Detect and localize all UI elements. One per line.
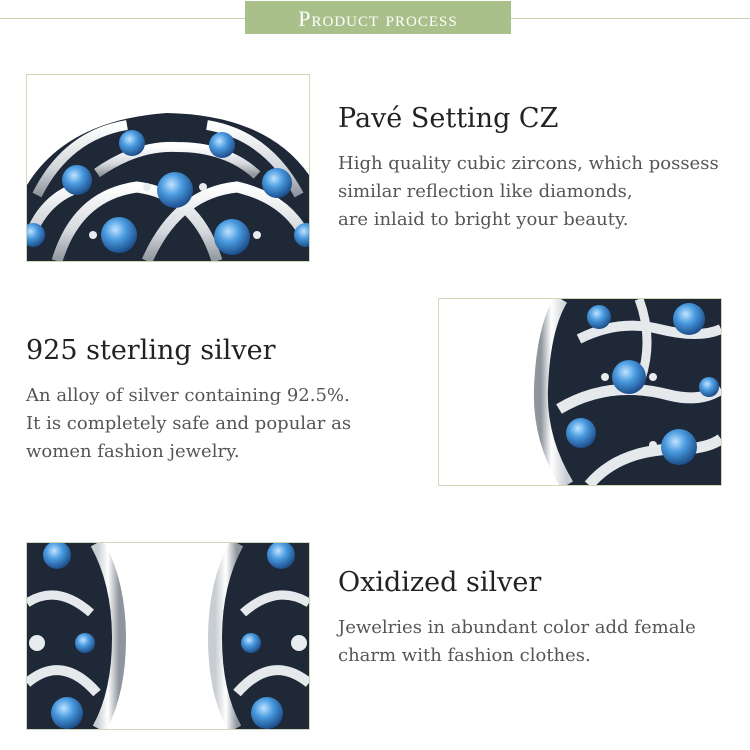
sterling-silver-section	[26, 335, 351, 466]
sterling-silver-photo	[438, 298, 722, 486]
section-line: An alloy of silver containing 92.5%.	[26, 385, 350, 406]
header-divider-right	[511, 18, 750, 19]
silver-charm-side-photo	[439, 299, 721, 485]
pave-setting-closeup-photo	[27, 75, 309, 261]
section-line: It is completely safe and popular as	[26, 413, 352, 434]
section-line: Jewelries in abundant color add female	[338, 617, 696, 638]
oxidized-silver-section	[338, 567, 696, 670]
section-line: charm with fashion clothes.	[338, 645, 591, 666]
section-line: similar reflection like diamonds,	[338, 181, 633, 202]
pave-setting-photo	[26, 74, 310, 262]
section-title: Pavé Setting CZ	[338, 103, 559, 134]
section-line: women fashion jewelry.	[26, 441, 240, 462]
pave-setting-section	[338, 103, 719, 234]
section-banner: Product process	[245, 1, 511, 34]
oxidized-silver-photo	[26, 542, 310, 730]
section-line: are inlaid to bright your beauty.	[338, 209, 629, 230]
section-line: High quality cubic zircons, which possess	[338, 153, 719, 174]
header-divider-left	[0, 18, 245, 19]
section-title: Oxidized silver	[338, 567, 542, 598]
section-title: 925 sterling silver	[26, 335, 276, 366]
oxidized-silver-split-photo	[27, 543, 309, 729]
